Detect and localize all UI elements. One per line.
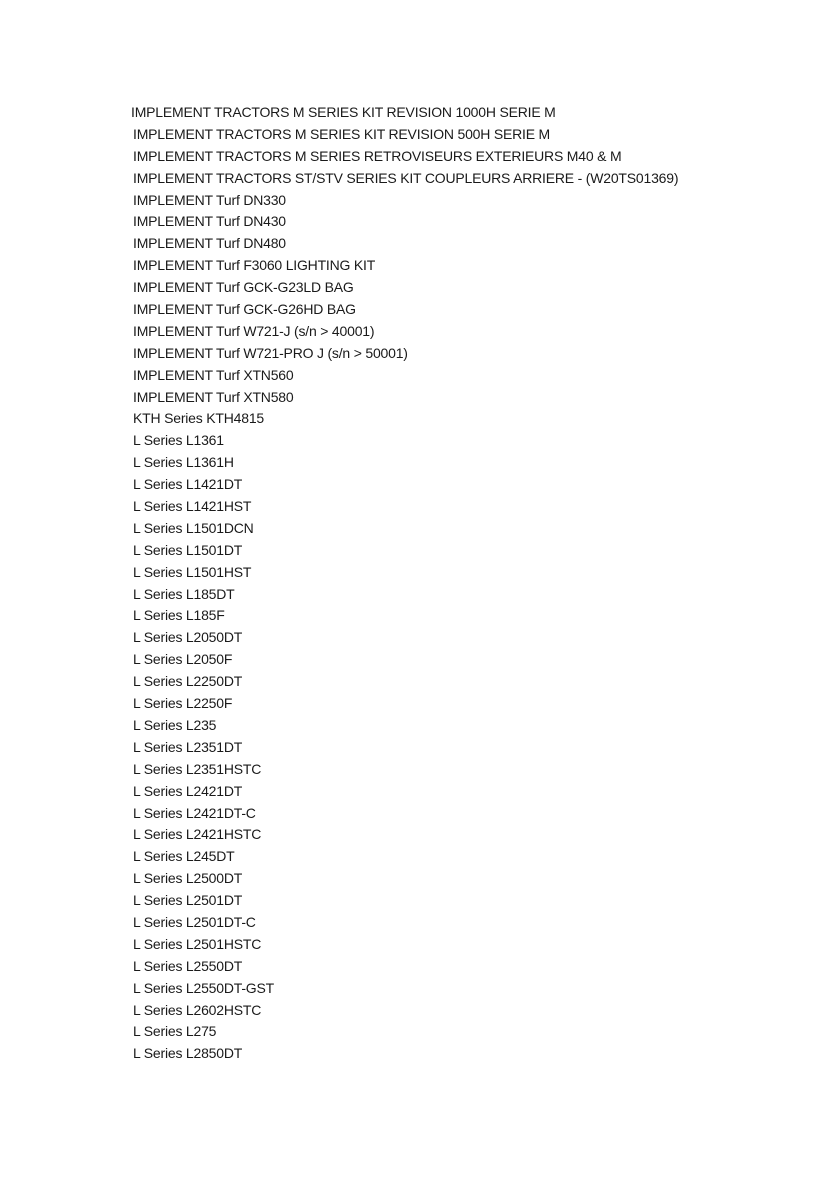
list-item: L Series L1361	[133, 432, 224, 449]
list-item: L Series L245DT	[133, 848, 235, 865]
list-item: L Series L2351DT	[133, 738, 243, 755]
list-item: IMPLEMENT TRACTORS ST/STV SERIES KIT COUPLEURS ARRIERE - (W20TS01369)	[133, 169, 679, 186]
list-item: L Series L1501DT	[133, 541, 243, 558]
list-item: L Series L2421HSTC	[133, 826, 262, 843]
list-item: L Series L2501DT-C	[133, 913, 256, 930]
list-item: L Series L2550DT	[133, 957, 243, 974]
list-item: L Series L2501HSTC	[133, 935, 262, 952]
list-item: L Series L2351HSTC	[133, 760, 262, 777]
list-item: IMPLEMENT Turf GCK-G26HD BAG	[133, 301, 356, 318]
list-item: L Series L2050DT	[133, 629, 243, 646]
list-item: IMPLEMENT TRACTORS M SERIES KIT REVISION 500H SERIE M	[133, 125, 551, 142]
list-item: IMPLEMENT Turf XTN560	[133, 366, 294, 383]
list-item: IMPLEMENT Turf GCK-G23LD BAG	[133, 279, 354, 296]
list-item: L Series L1501HST	[133, 563, 252, 580]
list-item: IMPLEMENT Turf W721-PRO J (s/n > 50001)	[133, 344, 408, 361]
list-item: L Series L185F	[133, 607, 225, 624]
list-item: L Series L235	[133, 716, 217, 733]
list-item: L Series L2850DT	[133, 1045, 243, 1062]
list-item: IMPLEMENT Turf W721-J (s/n > 40001)	[133, 322, 375, 339]
list-item: L Series L2050F	[133, 651, 233, 668]
list-item: L Series L1421DT	[133, 476, 243, 493]
list-item: IMPLEMENT Turf DN330	[133, 191, 286, 208]
list-item: L Series L2501DT	[133, 892, 243, 909]
list-item: L Series L185DT	[133, 585, 235, 602]
list-item: IMPLEMENT Turf DN430	[133, 213, 286, 230]
list-item: L Series L2500DT	[133, 870, 243, 887]
list-item: L Series L2250DT	[133, 673, 243, 690]
model-list	[133, 102, 813, 1065]
list-item: IMPLEMENT TRACTORS M SERIES KIT REVISION 1000H SERIE M	[131, 104, 556, 120]
list-item: L Series L2602HSTC	[133, 1001, 262, 1018]
list-item: L Series L1361H	[133, 454, 234, 471]
list-item: L Series L1501DCN	[133, 519, 254, 536]
list-item: L Series L2421DT-C	[133, 804, 256, 821]
list-item: IMPLEMENT Turf DN480	[133, 235, 286, 252]
list-item: L Series L2550DT-GST	[133, 979, 274, 996]
list-item: L Series L275	[133, 1023, 217, 1040]
list-item: KTH Series KTH4815	[133, 410, 265, 427]
list-item: IMPLEMENT TRACTORS M SERIES RETROVISEURS EXTERIEURS M40 & M	[133, 147, 622, 164]
list-item: L Series L2250F	[133, 695, 233, 712]
list-item: IMPLEMENT Turf XTN580	[133, 388, 294, 405]
list-item: L Series L2421DT	[133, 782, 243, 799]
list-item: IMPLEMENT Turf F3060 LIGHTING KIT	[133, 257, 376, 274]
list-item: L Series L1421HST	[133, 498, 252, 515]
